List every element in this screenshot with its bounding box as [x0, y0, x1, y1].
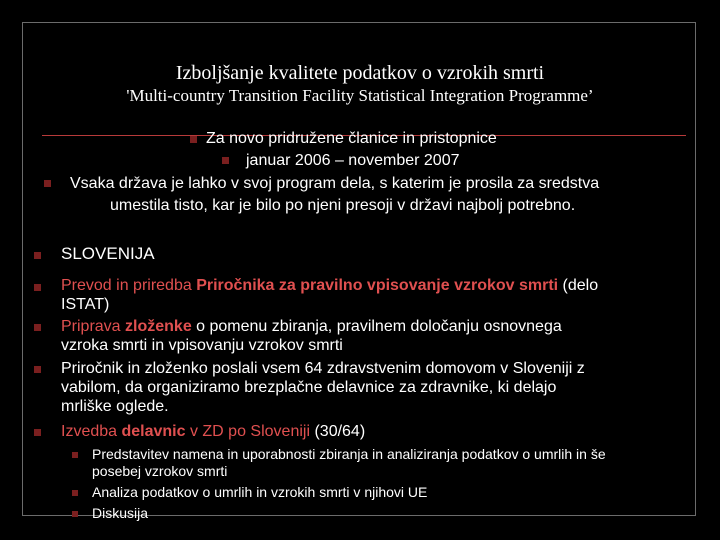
text-part: Priročnika za pravilno vpisovanje vzrokov smrti	[196, 277, 559, 294]
text-part: Priprava	[61, 318, 126, 335]
text-part: delavnic	[121, 423, 186, 440]
bullet-3-line-3: mrliške oglede.	[61, 398, 169, 415]
sub-item-1-line-1: Predstavitev namena in uporabnosti zbiranja in analiziranja podatkov o umrlih in še	[92, 446, 606, 462]
intro-line-3a: Vsaka država je lahko v svoj program dela, s katerim je prosila za sredstva	[70, 175, 600, 192]
bullet-2-line-2: vzroka smrti in vpisovanju vzrokov smrti	[61, 337, 343, 354]
intro-line-1: Za novo pridružene članice in pristopnice	[206, 130, 497, 147]
bullet-3-line-1: Priročnik in zloženko poslali vsem 64 zdravstvenim domovom v Sloveniji z	[61, 360, 585, 377]
intro-line-2: januar 2006 – november 2007	[246, 152, 460, 169]
text-part: zloženke	[125, 318, 192, 335]
text-part: v ZD po Sloveniji	[185, 423, 311, 440]
text-part: Izvedba	[61, 423, 122, 440]
bullet-icon	[34, 284, 41, 291]
bullet-icon	[34, 324, 41, 331]
sub-item-3: Diskusija	[92, 505, 149, 521]
bullet-icon	[72, 452, 78, 458]
bullet-icon	[190, 136, 197, 143]
bullet-1-line-1	[61, 276, 598, 295]
text-part: Prevod in priredba	[61, 277, 197, 294]
bullet-icon	[72, 511, 78, 517]
text-part: (30/64)	[310, 423, 366, 440]
bullet-3-line-2: vabilom, da organiziramo brezplačne delavnice za zdravnike, ki delajo	[61, 379, 557, 396]
bullet-icon	[34, 252, 41, 259]
slide-title: Izboljšanje kvalitete podatkov o vzrokih smrti	[175, 62, 545, 84]
text-part: (delo	[558, 277, 599, 294]
text-part: o pomenu zbiranja, pravilnem določanju osnovnega	[191, 318, 562, 335]
bullet-2-line-1	[61, 317, 562, 336]
sub-item-1-line-2: posebej vzrokov smrti	[92, 463, 228, 479]
bullet-4-line-1	[61, 422, 365, 441]
intro-line-3b: umestila tisto, kar je bilo po njeni presoji v državi najbolj potrebno.	[110, 197, 576, 214]
section-heading: SLOVENIJA	[61, 244, 155, 263]
bullet-icon	[34, 366, 41, 373]
slide-subtitle: 'Multi-country Transition Facility Statistical Integration Programme’	[126, 86, 594, 105]
bullet-icon	[222, 157, 229, 164]
sub-item-2: Analiza podatkov o umrlih in vzrokih smrti v njihovi UE	[92, 484, 428, 500]
bullet-icon	[44, 180, 51, 187]
bullet-1-line-2: ISTAT)	[61, 296, 110, 313]
bullet-icon	[34, 429, 41, 436]
bullet-icon	[72, 490, 78, 496]
